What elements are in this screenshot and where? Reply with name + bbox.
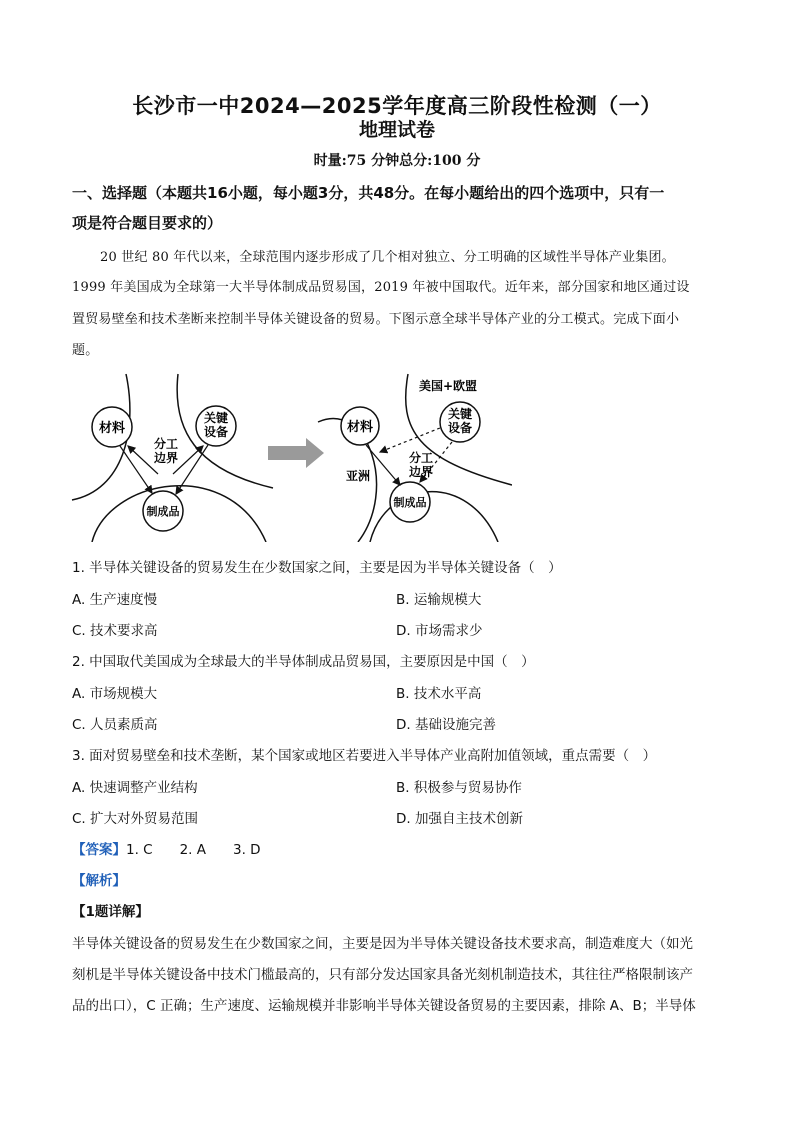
detail-line1: 半导体关键设备的贸易发生在少数国家之间，主要是因为半导体关键设备技术要求高，制造难度大（如光 (72, 936, 693, 952)
right-asia-label: 亚洲 (345, 469, 371, 483)
page-title: 长沙市一中2024—2025学年度高三阶段性检测（一） (132, 94, 662, 118)
right-boundary-label-1: 分工 (408, 451, 434, 465)
question-3-stem: 3. 面对贸易壁垒和技术垄断，某个国家或地区若要进入半导体产业高附加值领域，重点需要（ ） (72, 748, 657, 764)
right-boundary-curve-3 (370, 492, 498, 542)
analysis-tag: 【解析】 (72, 873, 126, 889)
left-equipment-label-2: 设备 (203, 425, 229, 439)
intro-line1: 20 世纪 80 年代以来，全球范围内逐步形成了几个相对独立、分工明确的区域性半导体产业集团。 (100, 250, 675, 265)
right-equipment-label-2: 设备 (447, 421, 473, 435)
question-3-option-a: A. 快速调整产业结构 (72, 780, 198, 796)
right-equipment-label-1: 关键 (447, 407, 473, 421)
right-material-label: 材料 (346, 420, 374, 435)
semiconductor-division-figure (68, 370, 512, 542)
detail-line2: 刻机是半导体关键设备中技术门槛最高的，只有部分发达国家具备光刻机制造技术，其往往严格限制该产 (72, 967, 693, 983)
question-2-stem: 2. 中国取代美国成为全球最大的半导体制成品贸易国，主要原因是中国（ ） (72, 654, 535, 670)
left-diagram (72, 374, 273, 542)
right-arrow-equipment-material (380, 428, 440, 452)
question-1-option-b: B. 运输规模大 (396, 592, 482, 608)
right-region-label: 美国+欧盟 (418, 379, 478, 393)
answer-line (72, 838, 261, 858)
question-1-option-a: A. 生产速度慢 (72, 592, 158, 608)
question-2-option-b: B. 技术水平高 (396, 686, 482, 702)
question-1-stem: 1. 半导体关键设备的贸易发生在少数国家之间，主要是因为半导体关键设备（ ） (72, 560, 562, 576)
question-2-option-c: C. 人员素质高 (72, 717, 158, 733)
left-equipment-label-1: 关键 (203, 411, 229, 425)
transition-arrow-icon (268, 438, 324, 468)
intro-line3: 置贸易壁垒和技术垄断来控制半导体关键设备的贸易。下图示意全球半导体产业的分工模式。完成下面小 (72, 312, 680, 327)
right-boundary-label-2: 边界 (408, 465, 434, 479)
left-product-label: 制成品 (146, 505, 180, 518)
question-2-option-a: A. 市场规模大 (72, 686, 158, 702)
answer-values: 1. C 2. A 3. D (126, 842, 261, 858)
question-1-option-d: D. 市场需求少 (396, 623, 483, 639)
right-diagram (318, 374, 512, 542)
detail-line3: 品的出口），C 正确；生产速度、运输规模并非影响半导体关键设备贸易的主要因素，排除 A、B；半导体 (72, 998, 696, 1014)
right-product-label: 制成品 (393, 496, 427, 509)
intro-line2: 1999 年美国成为全球第一大半导体制成品贸易国，2019 年被中国取代。近年来，部分国家和地区通过设 (72, 280, 690, 295)
section-heading-line1: 一、选择题（本题共16小题，每小题3分，共48分。在每小题给出的四个选项中，只有一 (72, 184, 665, 202)
question-1-option-c: C. 技术要求高 (72, 623, 158, 639)
left-boundary-label-1: 分工 (153, 437, 179, 451)
answer-tag: 【答案】 (72, 842, 126, 858)
subject-title: 地理试卷 (358, 119, 435, 141)
question-3-option-d: D. 加强自主技术创新 (396, 811, 523, 827)
question-2-option-d: D. 基础设施完善 (396, 717, 496, 733)
time-score-line: 时量:75 分钟总分:100 分 (313, 153, 481, 169)
detail-tag: 【1题详解】 (72, 904, 149, 920)
section-heading-line2: 项是符合题目要求的） (72, 214, 223, 232)
question-3-option-c: C. 扩大对外贸易范围 (72, 811, 199, 827)
question-3-option-b: B. 积极参与贸易协作 (396, 780, 522, 796)
intro-line4: 题。 (72, 343, 99, 358)
left-boundary-label-2: 边界 (153, 451, 179, 465)
left-material-label: 材料 (98, 421, 126, 436)
